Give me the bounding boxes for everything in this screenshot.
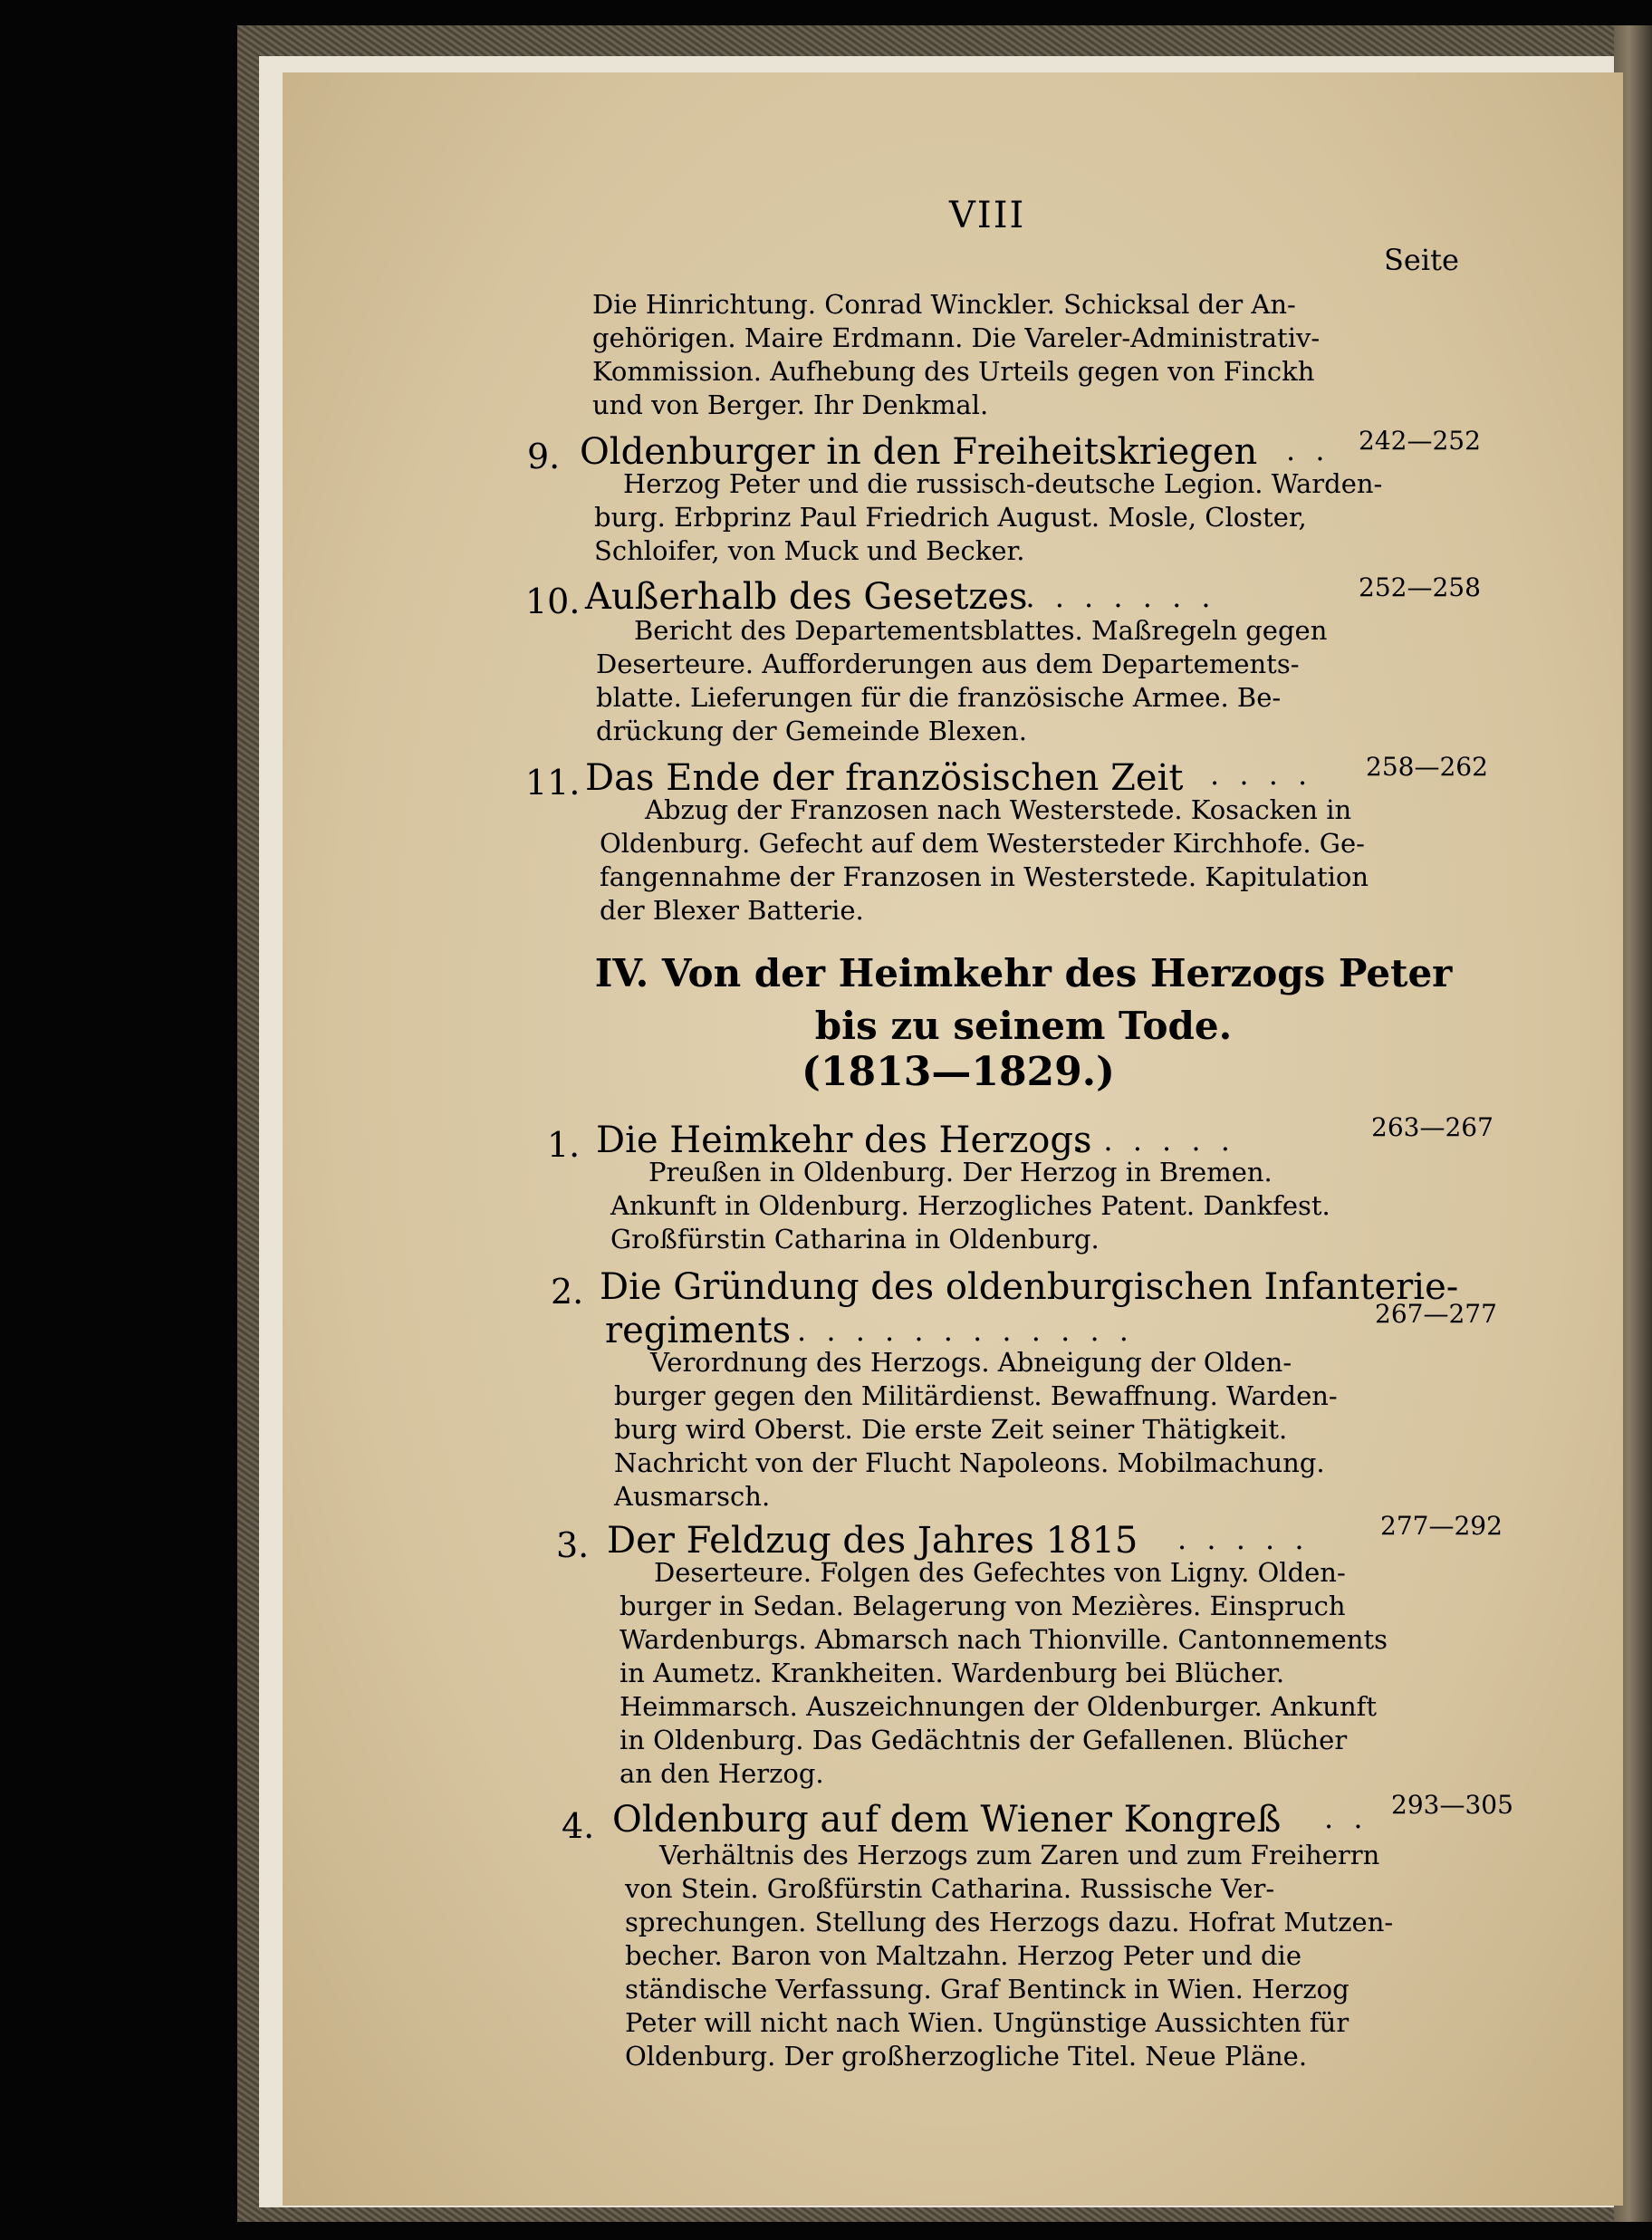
section-summary-line: burger in Sedan. Belagerung von Mezières. Einspruch	[620, 1591, 1346, 1621]
intro-line: gehörigen. Maire Erdmann. Die Vareler-Administrativ-	[592, 322, 1321, 353]
intro-line: Kommission. Aufhebung des Urteils gegen von Finckh	[592, 356, 1315, 387]
section-summary-line: drückung der Gemeinde Blexen.	[596, 716, 1027, 746]
section-title-cont: regiments	[605, 1310, 792, 1351]
section-number: 2.	[551, 1272, 584, 1312]
intro-line: und von Berger. Ihr Denkmal.	[592, 389, 989, 420]
section-title: Außerhalb des Gesetzes	[585, 576, 1028, 618]
page-range: 293—305	[1391, 1790, 1513, 1820]
section-summary-line: burg. Erbprinz Paul Friedrich August. Mosle, Closter,	[594, 502, 1307, 533]
leader-dots: . . . . . . . . . . . .	[797, 1313, 1134, 1348]
intro-line: Die Hinrichtung. Conrad Winckler. Schicksal der An-	[592, 289, 1296, 320]
section-summary-line: Abzug der Franzosen nach Westerstede. Kosacken in	[645, 794, 1352, 825]
leader-dots: . .	[1286, 433, 1330, 467]
page-range: 258—262	[1366, 752, 1488, 782]
section-summary-line: Nachricht von der Flucht Napoleons. Mobilmachung.	[614, 1447, 1325, 1478]
section-title: Der Feldzug des Jahres 1815	[607, 1520, 1138, 1562]
section-summary-line: Preußen in Oldenburg. Der Herzog in Bremen.	[648, 1157, 1273, 1187]
leader-dots: . . . . . . . .	[996, 580, 1216, 614]
page-range: 267—277	[1375, 1299, 1497, 1329]
section-number: 9.	[527, 437, 561, 476]
leader-dots: . . . . . .	[1074, 1123, 1235, 1158]
page-range: 252—258	[1359, 572, 1481, 602]
section-title: Die Heimkehr des Herzogs	[596, 1120, 1092, 1161]
section-summary-line: in Aumetz. Krankheiten. Wardenburg bei Blücher.	[620, 1658, 1285, 1688]
section-summary-line: Ausmarsch.	[614, 1481, 771, 1512]
page-range: 277—292	[1380, 1511, 1503, 1541]
section-summary-line: Bericht des Departementsblattes. Maßregeln gegen	[634, 615, 1328, 646]
page-range: 242—252	[1359, 426, 1481, 456]
section-summary-line: an den Herzog.	[620, 1758, 824, 1789]
section-summary-line: blatte. Lieferungen für die französische Armee. Be-	[596, 682, 1282, 713]
section-summary-line: von Stein. Großfürstin Catharina. Russische Ver-	[625, 1873, 1275, 1904]
section-summary-line: Großfürstin Catharina in Oldenburg.	[610, 1224, 1100, 1255]
section-summary-line: Heimmarsch. Auszeichnungen der Oldenburger. Ankunft	[620, 1691, 1378, 1722]
section-summary-line: ständische Verfassung. Graf Bentinck in Wien. Herzog	[625, 1974, 1349, 2004]
section-summary-line: der Blexer Batterie.	[600, 895, 864, 926]
section-summary-line: Schloifer, von Muck und Becker.	[594, 535, 1025, 566]
section-number: 10.	[525, 582, 581, 621]
section-summary-line: Herzog Peter und die russisch-deutsche Legion. Warden-	[623, 468, 1383, 499]
page-number: VIII	[949, 195, 1026, 236]
section-summary-line: Wardenburgs. Abmarsch nach Thionville. Cantonnements	[620, 1624, 1388, 1655]
section-summary-line: sprechungen. Stellung des Herzogs dazu. Hofrat Mutzen-	[625, 1907, 1394, 1937]
section-summary-line: burger gegen den Militärdienst. Bewaffnung. Warden-	[614, 1380, 1338, 1411]
section-summary-line: Peter will nicht nach Wien. Ungünstige Aussichten für	[625, 2007, 1349, 2038]
leader-dots: . . . .	[1210, 757, 1313, 792]
part-dates: (1813—1829.)	[802, 1049, 1115, 1095]
section-summary-line: in Oldenburg. Das Gedächtnis der Gefallenen. Blücher	[620, 1725, 1348, 1755]
section-summary-line: Deserteure. Aufforderungen aus dem Departements-	[596, 649, 1300, 679]
section-number: 11.	[525, 763, 581, 803]
section-number: 3.	[556, 1525, 590, 1565]
page-range: 263—267	[1371, 1112, 1494, 1142]
section-summary-line: Verordnung des Herzogs. Abneigung der Olden-	[650, 1347, 1292, 1378]
section-number: 4.	[562, 1806, 595, 1846]
leader-dots: . .	[1324, 1801, 1369, 1835]
section-summary-line: Oldenburg. Gefecht auf dem Westersteder Kirchhofe. Ge-	[600, 828, 1365, 859]
section-summary-line: becher. Baron von Maltzahn. Herzog Peter und die	[625, 1940, 1301, 1971]
section-summary-line: burg wird Oberst. Die erste Zeit seiner Thätigkeit.	[614, 1414, 1288, 1445]
column-header-seite: Seite	[1384, 243, 1459, 277]
section-title: Die Gründung des oldenburgischen Infanterie-	[600, 1266, 1459, 1308]
part-heading: IV. Von der Heimkehr des Herzogs Peter	[594, 951, 1453, 995]
section-title: Das Ende der französischen Zeit	[585, 757, 1184, 799]
section-summary-line: Ankunft in Oldenburg. Herzogliches Patent. Dankfest.	[610, 1190, 1330, 1221]
section-title: Oldenburger in den Freiheitskriegen	[580, 431, 1258, 473]
section-summary-line: fangennahme der Franzosen in Westerstede. Kapitulation	[600, 861, 1369, 892]
section-summary-line: Verhältnis des Herzogs zum Zaren und zum Freiherrn	[659, 1840, 1380, 1870]
section-title: Oldenburg auf dem Wiener Kongreß	[612, 1799, 1282, 1841]
part-heading-cont: bis zu seinem Tode.	[814, 1004, 1233, 1048]
section-summary-line: Deserteure. Folgen des Gefechtes von Ligny. Olden-	[654, 1557, 1346, 1588]
section-number: 1.	[547, 1125, 581, 1165]
section-summary-line: Oldenburg. Der großherzogliche Titel. Neue Pläne.	[625, 2041, 1308, 2072]
leader-dots: . . . . .	[1177, 1522, 1310, 1556]
